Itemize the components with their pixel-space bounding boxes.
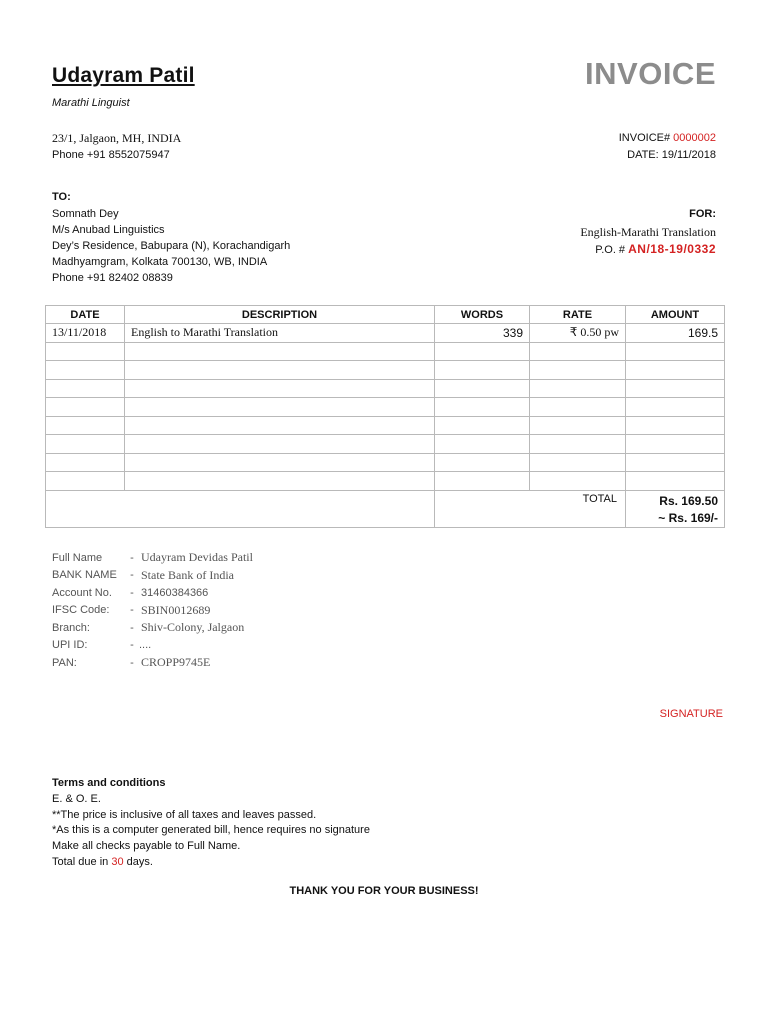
terms-block	[52, 776, 370, 871]
bank-row-bank-name	[52, 567, 253, 585]
total-rounded: ~ Rs. 169/-	[658, 510, 718, 525]
table-total-row	[46, 490, 725, 527]
bank-separator: -	[130, 656, 134, 669]
bank-separator: -	[130, 621, 134, 634]
sender-subtitle: Marathi Linguist	[52, 97, 130, 109]
invoice-date: DATE: 19/11/2018	[627, 149, 716, 161]
table-row-empty	[46, 361, 725, 380]
total-spacer	[46, 490, 435, 527]
invoice-title: INVOICE	[585, 56, 716, 91]
bank-key: PAN:	[52, 656, 77, 669]
bank-value: State Bank of India	[141, 567, 234, 582]
bank-separator: -	[130, 586, 134, 599]
cell-date: 13/11/2018	[46, 324, 125, 343]
invoice-number-label: INVOICE#	[618, 132, 671, 144]
bank-row-pan	[52, 654, 253, 672]
sender-phone: Phone +91 8552075947	[52, 149, 170, 161]
bank-row-upi	[52, 637, 253, 655]
bank-row-ifsc	[52, 602, 253, 620]
table-row-empty	[46, 416, 725, 435]
terms-line: **The price is inclusive of all taxes and leaves passed.	[52, 808, 317, 821]
cell-description: English to Marathi Translation	[125, 324, 435, 343]
bank-separator: -	[130, 639, 134, 652]
to-line: M/s Anubad Linguistics	[52, 224, 165, 236]
terms-title: Terms and conditions	[52, 777, 166, 789]
terms-due-line	[52, 855, 370, 871]
table-row-empty	[46, 379, 725, 398]
bank-row-full-name	[52, 549, 253, 567]
bank-value: Shiv-Colony, Jalgaon	[141, 620, 245, 635]
total-label: TOTAL	[435, 490, 626, 527]
bank-separator: -	[130, 551, 134, 564]
table-row	[46, 324, 725, 343]
terms-due-suffix: days.	[126, 855, 153, 868]
bank-details	[52, 549, 253, 672]
to-line: Phone +91 82402 08839	[52, 272, 173, 284]
terms-line: Make all checks payable to Full Name.	[52, 840, 241, 853]
invoice-number: 0000002	[673, 132, 716, 144]
bank-key: Account No.	[52, 586, 112, 599]
bank-row-branch	[52, 619, 253, 637]
po-line	[595, 241, 716, 258]
cell-rate: ₹ 0.50 pw	[530, 324, 626, 343]
invoice-number-line	[619, 130, 716, 146]
bank-value: Udayram Devidas Patil	[141, 550, 253, 565]
bank-key: Branch:	[52, 621, 90, 634]
to-line: Dey’s Residence, Babupara (N), Korachandigarh	[52, 240, 291, 252]
to-block	[52, 206, 290, 286]
cell-amount: 169.5	[626, 324, 725, 343]
bank-separator: -	[130, 604, 134, 617]
cell-words: 339	[435, 324, 530, 343]
column-header-words: WORDS	[435, 306, 530, 324]
column-header-description: DESCRIPTION	[125, 306, 435, 324]
for-description: English-Marathi Translation	[580, 225, 716, 239]
to-line: Madhyamgram, Kolkata 700130, WB, INDIA	[52, 256, 268, 268]
bank-separator: -	[130, 569, 134, 582]
po-number: AN/18-19/0332	[628, 242, 716, 256]
bank-row-account	[52, 584, 253, 602]
terms-line: *As this is a computer generated bill, hence requires no signature	[52, 824, 370, 837]
table-row-empty	[46, 453, 725, 472]
items-table	[45, 305, 725, 528]
terms-line: E. & O. E.	[52, 792, 101, 805]
column-header-date: DATE	[46, 306, 125, 324]
table-row-empty	[46, 398, 725, 417]
total-value: Rs. 169.50	[659, 493, 718, 508]
table-row-empty	[46, 435, 725, 454]
table-row-empty	[46, 472, 725, 491]
thank-you-message: THANK YOU FOR YOUR BUSINESS!	[289, 885, 479, 897]
terms-due-days: 30	[111, 855, 124, 868]
bank-value: CROPP9745E	[141, 655, 211, 670]
bank-key: UPI ID:	[52, 639, 88, 652]
bank-key: BANK NAME	[52, 569, 117, 582]
total-value-cell	[626, 490, 725, 527]
to-label: TO:	[52, 191, 71, 203]
column-header-rate: RATE	[530, 306, 626, 324]
sender-name: Udayram Patil	[52, 64, 195, 87]
po-label: P.O. #	[595, 244, 626, 256]
bank-value: 31460384366	[141, 586, 209, 599]
to-line: Somnath Dey	[52, 208, 119, 220]
signature-label: SIGNATURE	[659, 708, 723, 720]
bank-value: ....	[139, 639, 152, 652]
bank-key: IFSC Code:	[52, 604, 110, 617]
table-header-row	[46, 306, 725, 324]
for-label: FOR:	[689, 208, 716, 220]
bank-key: Full Name	[52, 551, 103, 564]
bank-value: SBIN0012689	[141, 602, 211, 617]
sender-address: 23/1, Jalgaon, MH, INDIA	[52, 131, 182, 145]
table-row-empty	[46, 342, 725, 361]
terms-due-prefix: Total due in	[52, 855, 109, 868]
column-header-amount: AMOUNT	[626, 306, 725, 324]
